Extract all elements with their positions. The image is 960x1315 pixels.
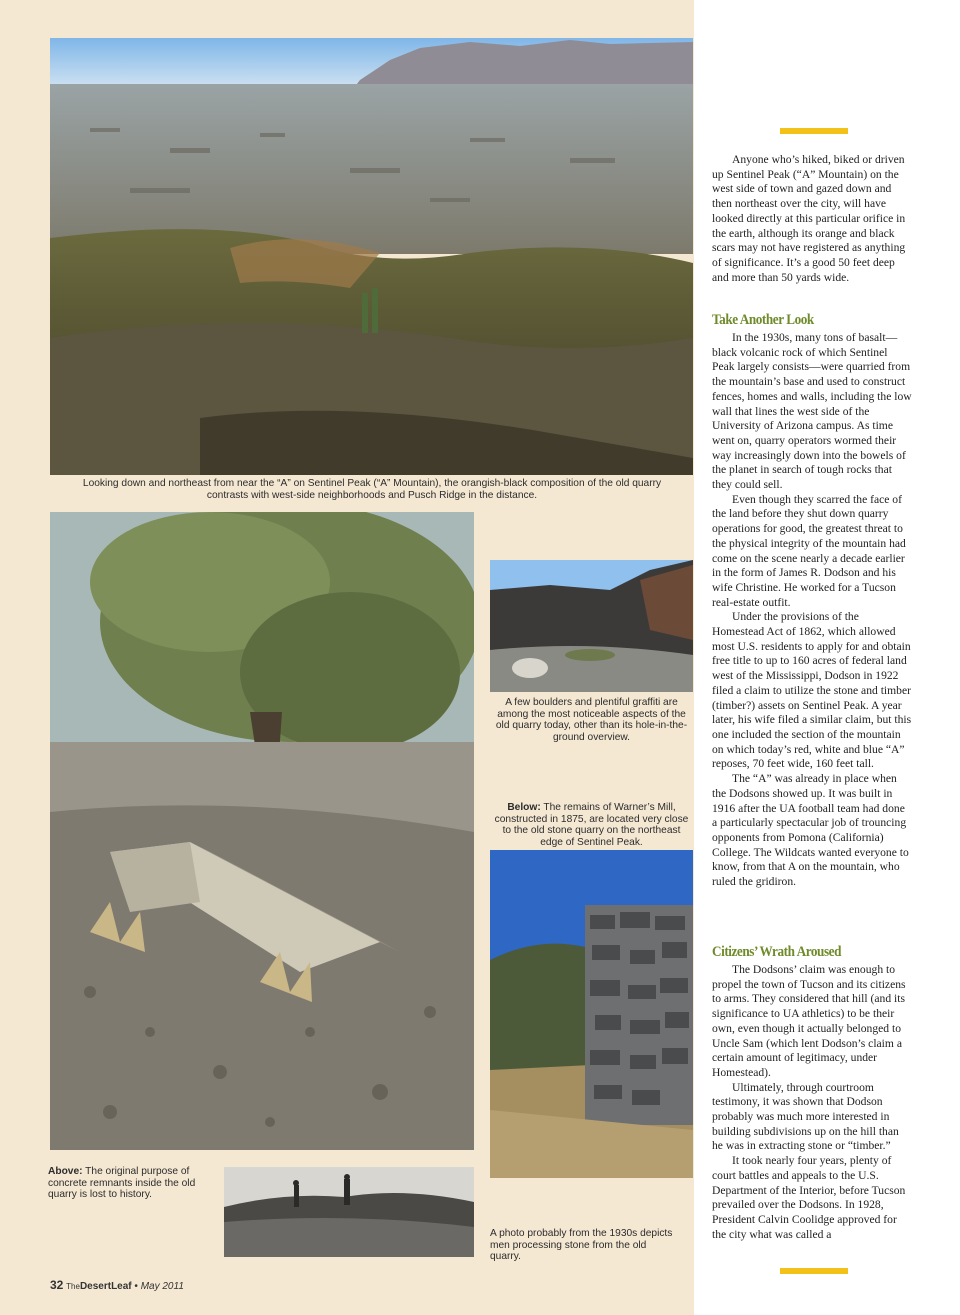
below-label: Below: xyxy=(507,802,541,813)
paragraph-dodsons-claim: The Dodsons’ claim was enough to propel the town of Tucson and its citizens to arms. They considered that hill (and its significance to UA athletics) to be their own, even though it actually belonged to Uncle Sam (which lent Dodson’s claim a certain amount of legitimacy, under Homestead). xyxy=(712,963,906,1079)
above-photo-caption xyxy=(48,1166,218,1201)
article-section-1 xyxy=(712,331,912,890)
magazine-brand: DesertLeaf xyxy=(79,1281,132,1292)
warners-mill-photo xyxy=(490,850,693,1178)
paragraph-scarred: Even though they scarred the face of the land before they shut down quarry operations for good, the greatest threat to the physical integrity of the mountain had come on the scene nearly a decade earlier in the form of James R. Dodson and his wife Christine. He worked for a Tucson real-estate outfit. xyxy=(712,492,906,609)
above-label: Above: xyxy=(48,1166,83,1177)
paragraph-the-a: The “A” was already in place when the Dodsons showed up. It was built in 1916 after the UA football team had done a particularly spectacular job of trouncing opponents from Pomona (California) College. The Wildcats wanted everyone to know, from that A on the mountain, who ruled the gridiron. xyxy=(712,772,909,889)
subhead-take-another-look: Take Another Look xyxy=(712,312,814,328)
subhead-citizens-wrath: Citizens’ Wrath Aroused xyxy=(712,944,841,960)
issue-date: May 2011 xyxy=(140,1281,184,1292)
paragraph-four-years: It took nearly four years, plenty of court battles and appeals to the U.S. Department of the Interior, before Tucson prevailed over the Dodsons. In 1928, President Calvin Coolidge approved for the city what was called a xyxy=(712,1154,906,1241)
page-footer xyxy=(50,1278,184,1292)
paragraph-homestead: Under the provisions of the Homestead Act of 1862, which allowed most U.S. residents to apply for and obtain free title to up to 160 acres of federal land west of the Mississippi, Dodson in 1922 filed a claim to utilize the stone and timber (timber?) assets on Sentinel Peak. A year later, his wife filed a similar claim, but this one included the section of the mountain on which today’s red, white and blue “A” reposes, 70 feet wide, 160 feet tall. xyxy=(712,610,912,771)
article-section-2 xyxy=(712,963,912,1242)
quarry-today-photo xyxy=(490,560,693,692)
article-intro xyxy=(712,153,912,285)
paragraph-basalt: In the 1930s, many tons of basalt—black volcanic rock of which Sentinel Peak largely consists—were quarried from the mountain’s base and used to construct fences, homes and walls, including the low wall that lines the west side of the University of Arizona campus. As time went on, quarry operators wormed their way increasingly down into the bowels of the planet in search of tough rocks that they could sell. xyxy=(712,331,912,492)
historic-photo-caption: A photo probably from the 1930s depicts men processing stone from the old quarry. xyxy=(490,1228,673,1262)
footer-the: The xyxy=(66,1282,80,1291)
footer-separator: • xyxy=(131,1281,141,1292)
historic-men-photo xyxy=(224,1167,474,1257)
paragraph-courtroom: Ultimately, through courtroom testimony, it was shown that Dodson probably was much more interested in building subdivisions up on the hill than he was in extracting stone or “timber.” xyxy=(712,1080,899,1153)
sentinel-peak-view-photo xyxy=(50,38,693,475)
top-accent-bar xyxy=(780,128,848,134)
bottom-accent-bar xyxy=(780,1268,848,1274)
below-photo-caption xyxy=(494,802,689,848)
top-photo-caption: Looking down and northeast from near the “A” on Sentinel Peak (“A” Mountain), the orangish-black composition of the old quarry contrasts with west-side neighborhoods and Pusch Ridge in the distance. xyxy=(82,478,662,501)
quarry-photo-caption: A few boulders and plentiful graffiti are among the most noticeable aspects of the old quarry today, other than its hole-in-the-ground overview. xyxy=(495,697,688,743)
page-number: 32 xyxy=(50,1278,64,1292)
below-caption-text: The remains of Warner’s Mill, constructed in 1875, are located very close to the old stone quarry on the northeast edge of Sentinel Peak. xyxy=(494,802,689,848)
concrete-remnants-photo xyxy=(50,512,474,1150)
above-caption-text: The original purpose of concrete remnants inside the old quarry is lost to history. xyxy=(48,1166,196,1200)
intro-paragraph: Anyone who’s hiked, biked or driven up Sentinel Peak (“A” Mountain) on the west side of town and gazed down and then northeast over the city, will have looked directly at this particular orifice in the earth, although its orange and black scars may not have registered as anything of significance. It’s a good 50 feet deep and more than 50 yards wide. xyxy=(712,153,906,284)
